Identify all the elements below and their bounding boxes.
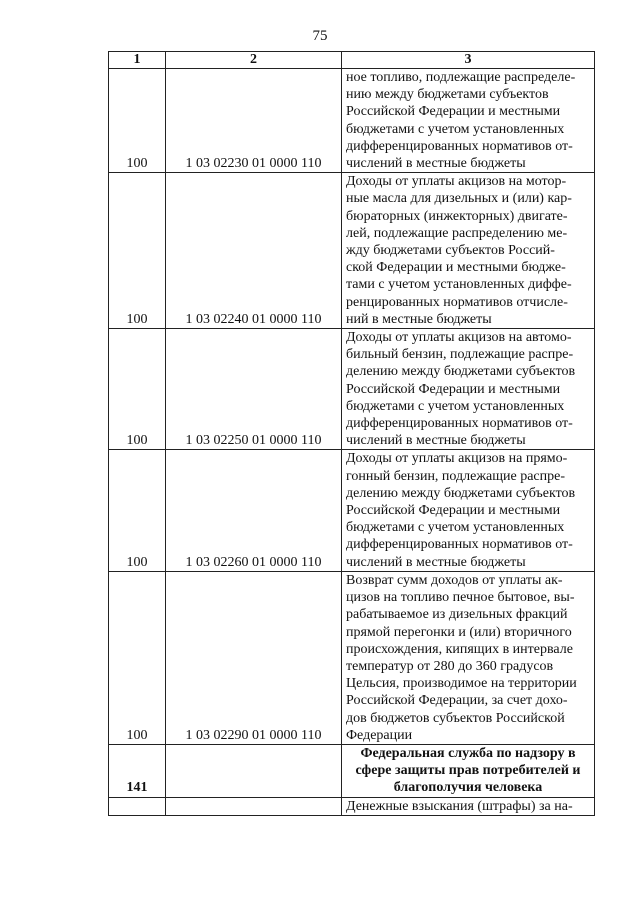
description-cell [342,571,595,744]
description-line: делению между бюджетами субъектов [346,364,576,380]
description-line: рабатываемое из дизельных фракций [346,607,568,623]
table-row [109,329,595,450]
description-line: числений в местные бюджеты [346,433,526,449]
revenue-classification-table [108,51,595,816]
admin-code-cell: 100 [109,450,166,571]
description-line: тами с учетом установленных диффе- [346,277,572,293]
revenue-code-cell [166,797,342,815]
admin-code-cell: 141 [109,744,166,797]
description-line: бильный бензин, подлежащие распре- [346,347,574,363]
description-line: Федеральная служба по надзору в [360,745,576,761]
description-line: ное топливо, подлежащие распределе- [346,70,576,85]
revenue-code-cell [166,744,342,797]
description-line: бюджетами с учетом установленных [346,398,565,414]
description-line: цизов на топливо печное бытовое, вы- [346,590,575,606]
description-line: Доходы от уплаты акцизов на прямо- [346,451,568,467]
revenue-code-cell: 1 03 02230 01 0000 110 [166,69,342,173]
description-line: дифференцированных нормативов от- [346,138,573,154]
admin-code-cell: 100 [109,329,166,450]
description-line: Российской Федерации и местными [346,381,561,397]
table-row [109,744,595,797]
description-line: дифференцированных нормативов от- [346,416,573,432]
description-cell [342,329,595,450]
description-line: Доходы от уплаты акцизов на мотор- [346,174,567,190]
table-row [109,173,595,329]
table-header-row [109,52,595,69]
admin-code-cell: 100 [109,571,166,744]
description-line: числений в местные бюджеты [346,554,526,570]
description-line: бюраторных (инжекторных) двигате- [346,208,568,224]
revenue-code-cell: 1 03 02250 01 0000 110 [166,329,342,450]
revenue-code-cell: 1 03 02240 01 0000 110 [166,173,342,329]
description-line: нию между бюджетами субъектов [346,87,549,103]
description-line: сфере защиты прав потребителей и [355,763,581,779]
description-line: Возврат сумм доходов от уплаты ак- [346,572,563,588]
description-line: ные масла для дизельных и (или) кар- [346,191,572,207]
description-line: Российской Федерации и местными [346,104,561,120]
description-cell [342,744,595,797]
description-line: Доходы от уплаты акцизов на автомо- [346,330,572,346]
description-line: Российской Федерации, за счет дохо- [346,693,568,709]
admin-code-cell: 100 [109,69,166,173]
revenue-code-cell: 1 03 02260 01 0000 110 [166,450,342,571]
description-cell [342,173,595,329]
description-line: ской Федерации и местными бюдже- [346,260,566,276]
description-line: Цельсия, производимое на территории [346,676,577,692]
description-line: ний в местные бюджеты [346,311,492,327]
description-line: числений в местные бюджеты [346,156,526,172]
description-cell [342,69,595,173]
description-line: гонный бензин, подлежащие распре- [346,468,566,484]
table-row [109,797,595,815]
table-row [109,450,595,571]
description-line: ренцированных нормативов отчисле- [346,294,568,310]
description-line: делению между бюджетами субъектов [346,485,576,501]
description-line: дов бюджетов субъектов Российской [346,710,565,726]
page-number: 75 [312,28,328,44]
description-line: жду бюджетами субъектов Россий- [346,243,555,259]
description-line: Денежные взыскания (штрафы) за на- [346,798,573,814]
admin-code-cell: 100 [109,173,166,329]
description-line: дифференцированных нормативов от- [346,537,573,553]
column-header-3: 3 [342,52,595,69]
description-line: благополучия человека [393,780,543,796]
column-header-2: 2 [166,52,342,69]
admin-code-cell [109,797,166,815]
description-line: Федерации [346,727,413,743]
revenue-code-cell: 1 03 02290 01 0000 110 [166,571,342,744]
table-row [109,571,595,744]
description-line: происхождения, кипящих в интервале [346,641,573,657]
description-line: прямой перегонки и (или) вторичного [346,624,572,640]
description-line: Российской Федерации и местными [346,503,561,519]
description-line: бюджетами с учетом установленных [346,121,565,137]
column-header-1: 1 [109,52,166,69]
description-cell [342,450,595,571]
description-line: температур от 280 до 360 градусов [346,658,554,674]
description-cell [342,797,595,815]
description-line: лей, подлежащие распределению ме- [346,225,568,241]
description-line: бюджетами с учетом установленных [346,520,565,536]
table-row [109,69,595,173]
